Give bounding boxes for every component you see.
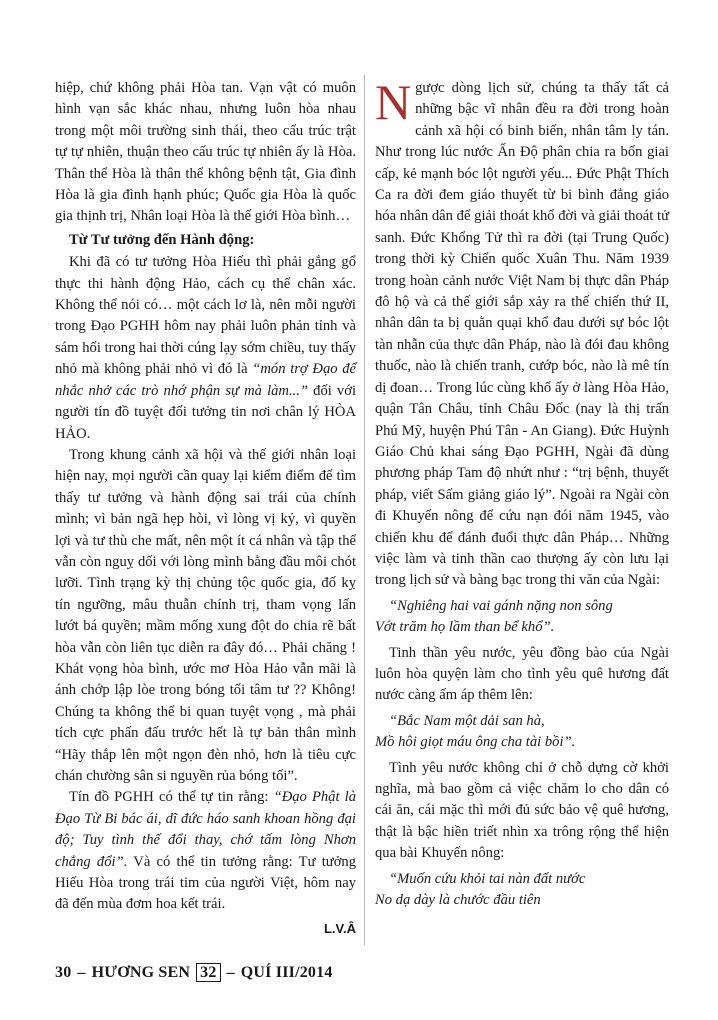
drop-cap: N [375, 74, 412, 130]
quote-run: “món trợ Đạo để nhắc nhở các trò nhớ phận sự mà làm...” [55, 361, 357, 399]
column-divider [364, 75, 365, 945]
left-paragraph-3: Trong khung cảnh xã hội và thế giới nhân loại hiện nay, mọi người cần quay lại kiểm điểm để tìm thấy tư tưởng và hành động sai trái của chính mình; vì bản ngã hẹp hòi, vì lòng vị kỷ, vì quyền lợi và tư thù che mất, nên một ít cá nhân và tập thể vẫn còn nguỵ dối với lòng mình bằng đầu môi chót lưỡi. Tình trạng kỳ thị chủng tộc quốc gia, đố kỵ tín ngưỡng, mâu thuẫn chính trị, tham vọng lấn lướt bá quyền; mầm mống xung đột do chia rẽ bất hòa vẫn còn liên tục diễn ra đây đó… Phải chăng ! Khát vọng hòa bình, ước mơ Hòa Hảo vẫn mãi là ánh chớp lập lòe trong bóng tối tâm tư ?? Không! Chúng ta không thể bi quan tuyệt vọng , mà phải tích cực phấn đấu trước hết là tự bản thân mình “Hãy thắp lên một ngọn đèn nhỏ, hơn là tiêu cực chán chường sân si nguyền rủa bóng tối”. [55, 446, 356, 784]
right-paragraph-2: Tinh thần yêu nước, yêu đồng bào của Ngài luôn hòa quyện làm cho tình yêu quê hương đất nước càng ấm áp thêm lên: [375, 644, 669, 704]
page-number: 30 [55, 963, 72, 981]
magazine-name: HƯƠNG SEN [91, 963, 191, 981]
verse-line: “Nghiêng hai vai gánh nặng non sông [389, 597, 613, 614]
author-signature: L.V.Â [323, 920, 356, 936]
verse-line: No dạ dày là chước đầu tiên [375, 892, 541, 909]
text-run: Tín đồ PGHH có thể tự tin rằng: [69, 789, 274, 806]
verse-2 [375, 711, 669, 754]
left-paragraph-1: hiệp, chứ không phải Hòa tan. Vạn vật có muôn hình vạn sắc khác nhau, nhưng luôn hòa nhau trong một môi trường sinh thái, theo cấu trúc trật tự tự nhiên, thuận theo cấu trúc tự nhiên ấy là Hòa. Thân thể Hòa là thân thể không bệnh tật, Gia đình Hòa là gia đình hạnh phúc; Quốc gia Hòa là quốc gia thịnh trị, Nhân loại Hòa là thế giới Hòa bình… [55, 80, 356, 225]
text-run: Khi đã có tư tưởng Hòa Hiếu thì phải gắng gổ thực thi hành động Hảo, cách cụ thể chân xác. Không thể nói có… một cách lơ là, nên mỗi người trong Đạo PGHH hôm nay phải luôn phản tỉnh và sám hối trong hai thời cúng lạy sớm chiều, tuy thấy nhỏ mà không phải nhỏ vì đó là [55, 254, 356, 378]
verse-line: Vớt trăm họ lầm than bể khổ”. [375, 619, 555, 636]
page-footer [55, 963, 333, 982]
section-heading: Từ Tư tưởng đến Hành động: [69, 231, 255, 248]
issue-number: 32 [196, 963, 220, 982]
footer-dash: – [226, 963, 235, 981]
verse-line: “Muốn cứu khỏi tai nàn đất nước [389, 870, 586, 887]
verse-3 [375, 869, 669, 912]
right-paragraph-3: Tình yêu nước không chỉ ở chỗ dựng cờ khởi nghĩa, mà bao gồm cả việc chăm lo cho dân có cái ăn, cái mặc thì mới đủ sức bảo vệ quê hương, thật là bậc hiền triết nhìn xa trông rộng thể hiện qua bài Khuyến nông: [375, 759, 669, 862]
left-column [55, 78, 356, 939]
right-column [375, 74, 669, 915]
verse-line: “Bắc Nam một dải san hà, [389, 712, 545, 729]
verse-line: Mồ hôi giọt máu ông cha tài bồi”. [375, 734, 576, 751]
text-run: gược dòng lịch sử, chúng ta thấy tất cả những bậc vĩ nhân đều ra đời trong hoàn cảnh xã hội có binh biến, nhân tâm ly tán. Như trong lúc nước Ấn Độ phân chia ra bốn giai cấp, kẻ mạnh bóc lột người yếu... Đức Phật Thích Ca ra đời đem giáo thuyết từ bi bình đẳng giáo hóa nhân dân để giải thoát khổ đời và giải thoát tử sanh. Đức Khổng Tử thì ra đời (tại Trung Quốc) trong thời kỳ Chiến quốc Xuân Thu. Năm 1939 trong hoàn cảnh nước Việt Nam bị thực dân Pháp đô hộ và cả thế giới sắp xảy ra thế chiến thứ II, nhân dân ta bị quằn quại khổ đau dưới sự bóc lột tàn nhẫn của thực dân Pháp, nào là đói đau không thuốc, nào là chiến tranh, cướp bóc, nào là mê tín dị đoan… Trong lúc cùng khổ ấy ở làng Hòa Hảo, quận Tân Châu, tỉnh Châu Đốc (nay là thị trấn Phú Mỹ, huyện Phú Tân - An Giang). Đức Huỳnh Giáo Chủ khai sáng Đạo PGHH, Ngài đã dùng phương pháp Tam độ nhứt như : “trị bệnh, thuyết pháp, viết Sấm giảng giáo lý”. Ngoài ra Ngài còn đi Khuyến nông để cứu nạn đói năm 1945, vào chiến khu để đánh đuổi thực dân Pháp… Những việc làm và tinh thần cao thượng ấy còn lưu lại trong lịch sử và bàng bạc trong thi văn của Ngài: [375, 80, 669, 589]
text-run: đối với người tín đồ tuyệt đối tưởng tin nơi chân lý HÒA HẢO. [55, 382, 356, 442]
quote-run: “Đạo Phật là Đạo Từ Bi bác ái, dĩ đức háo sanh khoan hồng đại độ; Tuy tình thế đổi thay, chớ tấm lòng Nhơn chẳng đổi” [55, 789, 356, 870]
text-run: . Và có thể tin tưởng rằng: Tư tưởng Hiếu Hòa trong trái tim của người Việt, hôm nay đã đến mùa đơm hoa kết trái. [55, 853, 357, 913]
left-paragraph-2 [55, 252, 356, 445]
right-paragraph-1 [375, 74, 669, 592]
issue-quarter: QUÍ III/2014 [240, 963, 333, 981]
left-paragraph-4 [55, 787, 356, 915]
footer-dash: – [77, 963, 86, 981]
verse-1 [375, 596, 669, 639]
